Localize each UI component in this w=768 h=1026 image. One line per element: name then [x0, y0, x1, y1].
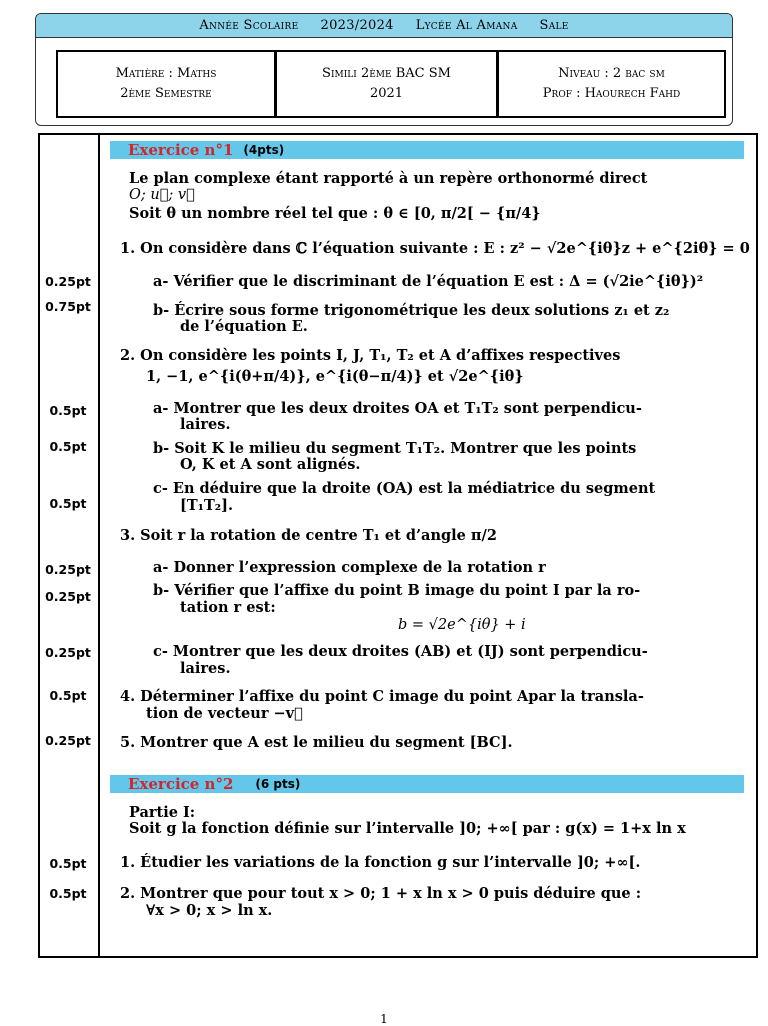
exercise2-points: (6 pts)	[255, 777, 301, 791]
ex1-intro-line3: Soit θ un nombre réel tel que : θ ∈ [0, π/2[ − {π/4}	[129, 205, 541, 222]
school-year: 2023/2024	[320, 18, 394, 33]
points-column-divider	[98, 133, 100, 958]
ex1-q3a: a- Donner l’expression complexe de la rotation r	[153, 559, 546, 576]
exercise1-header	[110, 141, 744, 159]
exercise2-title: Exercice n°2	[128, 775, 234, 793]
ex1-q1b-line1: b- Écrire sous forme trigonométrique les deux solutions z₁ et z₂	[153, 302, 670, 319]
points-label: 0.25pt	[45, 589, 91, 604]
ex1-q4-line1: 4. Déterminer l’affixe du point C image du point Apar la transla-	[120, 688, 644, 705]
ex1-q4-line2: tion de vecteur −v⃗	[146, 705, 303, 722]
school-year-label: Année Scolaire	[199, 18, 299, 33]
ex1-q2c-line1: c- En déduire que la droite (OA) est la médiatrice du segment	[153, 480, 656, 497]
subject-box	[56, 50, 276, 118]
ex1-q5: 5. Montrer que A est le milieu du segment [BC].	[120, 734, 513, 751]
ex1-q3b-line2: tation r est:	[180, 599, 276, 616]
level: Niveau : 2 bac sm	[558, 66, 665, 81]
page-number: 1	[380, 1012, 388, 1026]
ex2-intro: Soit g la fonction définie sur l’intervalle ]0; +∞[ par : g(x) = 1+x ln x	[129, 820, 686, 837]
exam-box	[275, 50, 498, 118]
exam-year: 2021	[369, 86, 404, 101]
ex2-q1: 1. Étudier les variations de la fonction g sur l’intervalle ]0; +∞[.	[120, 854, 641, 871]
exercise1-title: Exercice n°1	[128, 141, 234, 159]
city: Sale	[539, 18, 569, 33]
subject: Matière : Maths	[115, 66, 217, 81]
ex1-q2a-line1: a- Montrer que les deux droites OA et T₁T₂ sont perpendicu-	[153, 400, 642, 417]
ex1-q1b-line2: de l’équation E.	[180, 318, 308, 335]
points-label: 0.25pt	[45, 562, 91, 577]
points-label: 0.5pt	[49, 496, 87, 511]
ex1-q2b-line1: b- Soit K le milieu du segment T₁T₂. Montrer que les points	[153, 440, 637, 457]
ex2-partie: Partie I:	[129, 804, 196, 821]
ex1-q2b-line2: O, K et A sont alignés.	[180, 456, 361, 473]
exercise2-header	[110, 775, 744, 793]
ex1-q3: 3. Soit r la rotation de centre T₁ et d’angle π/2	[120, 527, 497, 544]
points-label: 0.5pt	[49, 688, 87, 703]
ex1-q2c-line2: [T₁T₂].	[180, 497, 234, 514]
points-label: 0.75pt	[45, 299, 91, 314]
points-label: 0.5pt	[49, 856, 87, 871]
level-box	[497, 50, 726, 118]
points-label: 0.25pt	[45, 733, 91, 748]
ex1-q2-line1: 2. On considère les points I, J, T₁, T₂ et A d’affixes respectives	[120, 347, 621, 364]
teacher: Prof : Haourech Fahd	[542, 86, 681, 101]
ex1-q3c-line2: laires.	[180, 660, 231, 677]
ex2-q2-line2: ∀x > 0; x > ln x.	[146, 902, 273, 919]
ex2-q2-line1: 2. Montrer que pour tout x > 0; 1 + x ln x > 0 puis déduire que :	[120, 885, 642, 902]
ex1-q2a-line2: laires.	[180, 416, 231, 433]
points-label: 0.25pt	[45, 645, 91, 660]
points-label: 0.5pt	[49, 439, 87, 454]
ex1-q1: 1. On considère dans ℂ l’équation suivante : E : z² − √2e^{iθ}z + e^{2iθ} = 0	[120, 240, 750, 257]
school-name: Lycée Al Amana	[415, 18, 518, 33]
points-label: 0.25pt	[45, 274, 91, 289]
ex1-intro-line1: Le plan complexe étant rapporté à un repère orthonormé direct	[129, 170, 648, 187]
ex1-intro-line2: O; u⃗; v⃗	[129, 187, 195, 203]
header-bar	[36, 14, 732, 38]
ex1-q3c-line1: c- Montrer que les deux droites (AB) et (IJ) sont perpendicu-	[153, 643, 648, 660]
semester: 2ème Semestre	[120, 86, 212, 101]
points-label: 0.5pt	[49, 886, 87, 901]
ex1-q2-line2: 1, −1, e^{i(θ+π/4)}, e^{i(θ−π/4)} et √2e^{iθ}	[146, 368, 524, 385]
ex1-q3b-equation: b = √2e^{iθ} + i	[398, 617, 526, 633]
points-label: 0.5pt	[49, 403, 87, 418]
ex1-q1a: a- Vérifier que le discriminant de l’équation E est : Δ = (√2ie^{iθ})²	[153, 273, 704, 290]
exam-title: Simili 2ème BAC SM	[322, 66, 451, 81]
ex1-q3b-line1: b- Vérifier que l’affixe du point B image du point I par la ro-	[153, 582, 641, 599]
exercise1-points: (4pts)	[243, 143, 285, 157]
